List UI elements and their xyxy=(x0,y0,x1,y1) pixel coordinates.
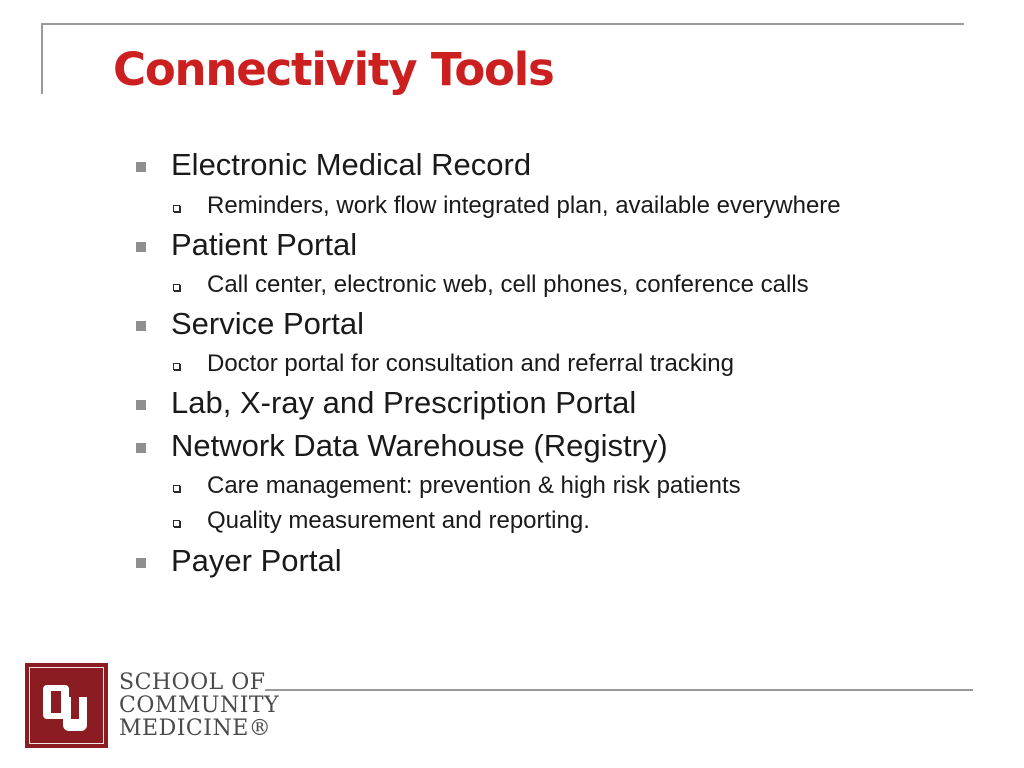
ou-monogram-icon xyxy=(25,663,108,748)
sub-bullet-text: Reminders, work flow integrated plan, available everywhere xyxy=(207,192,841,219)
bullet-text: Lab, X-ray and Prescription Portal xyxy=(171,385,637,420)
square-bullet-icon xyxy=(136,443,146,453)
school-name-line: MEDICINE® xyxy=(119,716,272,741)
square-bullet-icon xyxy=(136,400,146,410)
bullet-text: Service Portal xyxy=(171,306,364,341)
school-name xyxy=(119,671,279,740)
bullet-text: Patient Portal xyxy=(171,227,358,262)
hollow-square-bullet-icon xyxy=(173,520,180,527)
square-bullet-icon xyxy=(136,321,146,331)
ou-logo xyxy=(25,663,108,748)
hollow-square-bullet-icon xyxy=(173,284,180,291)
sub-bullet-text: Care management: prevention & high risk patients xyxy=(207,472,741,499)
bullet-text: Electronic Medical Record xyxy=(171,147,532,182)
square-bullet-icon xyxy=(136,558,146,568)
hollow-square-bullet-icon xyxy=(173,205,180,212)
bullet-text: Payer Portal xyxy=(171,543,342,578)
sub-bullet-text: Quality measurement and reporting. xyxy=(207,507,590,534)
square-bullet-icon xyxy=(136,242,146,252)
hollow-square-bullet-icon xyxy=(173,485,180,492)
hollow-square-bullet-icon xyxy=(173,363,180,370)
sub-bullet-text: Doctor portal for consultation and referral tracking xyxy=(207,350,734,377)
footer-rule xyxy=(265,689,973,691)
slide-title: Connectivity Tools xyxy=(113,43,554,96)
sub-bullet-text: Call center, electronic web, cell phones, conference calls xyxy=(207,271,809,298)
school-name-line: COMMUNITY xyxy=(119,693,280,718)
bullet-text: Network Data Warehouse (Registry) xyxy=(171,428,668,463)
square-bullet-icon xyxy=(136,162,146,172)
school-name-line: SCHOOL OF xyxy=(119,670,266,695)
